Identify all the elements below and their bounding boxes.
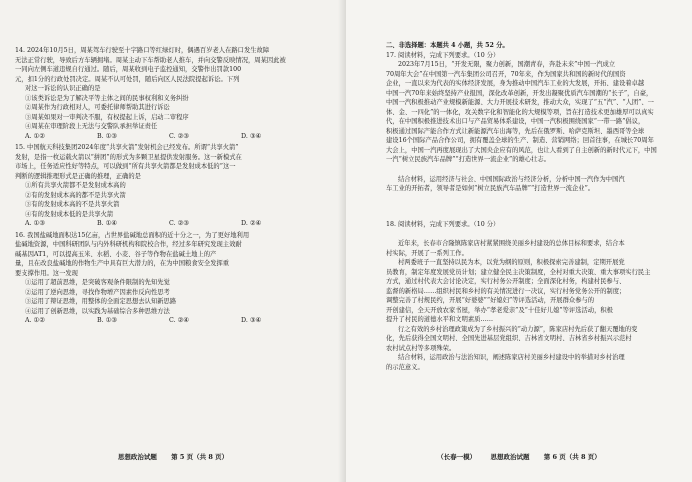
q18-title: 18. 阅读材料，完成下列要求。（10 分） [386, 220, 500, 228]
q17-question-line: 结合材料，运用经济与社会、中国国际政治与经济分析，分析中国一汽作为中国汽 [398, 175, 625, 183]
choice-d: D. ③④ [241, 317, 262, 324]
question-14 [15, 46, 340, 141]
choice-d: D. ③④ [241, 132, 262, 140]
q18-question-line: 的示范意义。 [386, 363, 424, 371]
q18-material-line: 行之有效的乡村治理政策成为了乡村振兴的“动力源”，陈家店村先后获了翻天覆地的变 [398, 325, 638, 333]
question-16 [15, 231, 340, 326]
q18-material-line: 村两委班子一直坚持以民为本，以党为纲的原则，积极探索完善建制，定期开展党 [398, 259, 625, 266]
choice-b: B. ①④ [97, 220, 117, 227]
q17-material-line: 企业，一直以来为代表的实体经济发展，身为推动中国汽车工业的大发展，开拓、建设着卓越 [386, 80, 645, 87]
q16-stem-line: 量，且在改良盐碱地的作物生产中具有巨大潜力的，在为中国粮食安全发挥重 [15, 260, 230, 267]
q15-stem-line: 发射，是指一枚运载火箭以“拼团”的形式为多颗卫星提供发射服务。这一新模式在 [15, 153, 242, 161]
q18-material-line: 员教育，制定年度发展党员计划；建立健全民主决策制度，全村对重大决策、重大事项实行民主 [386, 268, 651, 276]
q16-option-2: ②运用了逆向思维，寻找作物增产因素作反向性思考 [25, 288, 170, 296]
q14-option-3: ③周某如果对一审判决不服，有权提起上诉，启动二审程序 [25, 113, 189, 121]
q14-stem-line: 14. 2024年10月5日，周某驾车行驶至十字路口等红绿灯时，偶遇百岁老人在路口发生故障 [15, 47, 270, 54]
q18-material-line: 提升了村民的道德水平和文明素质…… [386, 316, 494, 323]
question-18 [386, 220, 682, 373]
footer-page-number: 第 6 页（共 8 页） [543, 452, 601, 461]
footer-exam-prefix: （长春一模） [437, 452, 477, 461]
q14-option-1: ①该类诉讼是为了解决平等主体之间的民事权利和义务纠纷 [25, 94, 189, 102]
q16-option-4: ④运用了创新思维，以实践为基础综合多种思维方法 [25, 307, 170, 315]
q15-stem-line: 市场上，任务适应性好等特点，可以做到“所有共享火箭都是发射成本低的”这一 [15, 163, 236, 170]
q17-material-line: 2023年7月15日，“开发无限，聚力创新，国潮青春，奔赴未来”中国一汽成立 [398, 61, 616, 68]
q15-option-4: ④有的发射成本低的是共享火箭 [25, 210, 114, 218]
right-page-footer [346, 453, 692, 463]
footer-page-number: 第 5 页（共 8 页） [171, 452, 229, 461]
q14-choices [15, 132, 340, 142]
q15-stem-line: 判断的逻辑推理形式是正确的推理，正确的是 [15, 172, 141, 180]
q16-choices [15, 316, 340, 326]
choice-b: B. ①③ [97, 132, 117, 140]
question-15 [15, 143, 340, 229]
q18-material-line: 村实际，开展了一系列工作。 [386, 249, 468, 257]
q17-material-line: 中国一汽积极推动产业规模新能源、大力开展技术研发，推动大众，实现了“五“汽”、“人团”、一 [386, 99, 654, 106]
question-17 [386, 51, 682, 194]
q17-question-line: 车工业的开拓者，领导者是如何“树立民族汽车品牌”“打造世界一流企业”。 [386, 185, 595, 192]
q15-option-1: ①所有共享火箭都不是发射成本高的 [25, 182, 126, 189]
q18-material-line: 监督的新格局……组织村民和乡村的有关情况进行一决议，实行村务党务公开的制度； [386, 287, 626, 295]
q16-option-1: ①运用了超前思维，是突破客观条件限制的先知先觉 [25, 279, 170, 286]
q17-material-line: 代，在中国积极推进技术出口与产品贸易体系建设，中国一汽积极围绕国家“一带一路”倡议， [386, 118, 645, 125]
q15-stem-line: 15. 中国航天科技集团2024年度“共享火箭”发射机会已经发布。所谓“共享火箭” [15, 144, 239, 151]
q14-option-2: ②周某作为行政相对人，可委托律师帮助其进行诉讼 [25, 104, 170, 111]
q15-option-2: ②有的发射成本高的都不是共享火箭 [25, 191, 126, 199]
q14-stem-line: 一同向左侧车道违规自行通过。随后，周某收到电子监控通知，交警作出罚款100 [15, 66, 242, 73]
q17-material-line: 一汽“树立民族汽车品牌”“打造世界一流企业”的雄心壮志。 [386, 156, 551, 163]
footer-subject: 思想政治试题 [490, 452, 530, 461]
choice-a: A. ①③ [25, 220, 45, 227]
left-page-footer [0, 453, 346, 463]
q17-material-line: 建设16个国际产品合作公司，拥有覆盖全球的生产、制造、营销网络；回首往事，在城长70周年 [386, 137, 654, 144]
q18-material-line: 农村试点村等多项殊荣。 [386, 344, 456, 352]
q18-material-line: 开创建信，全天开放农家书屋，举办“孝老爱亲”及“十佳好儿媳”等评选活动，积极 [386, 306, 613, 314]
q16-stem-line: 碱基因AT1，可以提高玉米、水稻、小麦、谷子等作物在盐碱土地上的产 [15, 250, 217, 258]
q15-option-3: ③有的发射成本高的不是共享火箭 [25, 201, 120, 208]
q18-material-line: 方式，通过村代表大会讨论决定，实行村务公开制度；全面深化村务，构建村民参与、 [386, 278, 626, 285]
section-title: 二、非选择题：本题共 4 小题，共 52 分。 [386, 42, 509, 49]
q18-material-line: 化，先后获得全国文明村、全国先进基层党组织、吉林省文明村、吉林省乡村振兴示范村 [386, 335, 632, 342]
choice-c: C. ②④ [169, 317, 189, 324]
q16-option-3: ③运用了辩证思维，用整体的全面定思想去认知新思路 [25, 298, 177, 305]
q16-stem-line: 盐碱地资源，中国科研团队与内外科研机构和院校合作，经过多年研究发现主效耐 [15, 241, 242, 248]
choice-a: A. ①② [25, 317, 45, 324]
choice-c: C. ②③ [169, 220, 189, 227]
q14-stem-line: 对这一诉讼的认识正确的是 [25, 85, 101, 92]
choice-c: C. ②③ [169, 132, 189, 140]
right-page [346, 0, 692, 482]
q17-material-line: 中国一汽70年来始终坚持产业报国，深化改革创新，开发出凝聚优质汽车国潮的“长子”，自豪， [386, 89, 653, 97]
q17-material-line: 体、金、一四化”的一体化，攻关数字化和智能化的大规模等项，旨在打造技术更加雄厚可以真实 [386, 108, 654, 116]
q18-question-line: 结合材料，运用政治与法治知识，阐述陈家店村美丽乡村建设中的举措对乡村治理 [398, 354, 625, 361]
choice-a: A. ①② [25, 132, 45, 140]
q14-stem-line: 元，扣1分的行政处罚决定。周某不认可处罚，随后向区人民法院提起诉讼。下列 [15, 75, 240, 83]
choice-b: B. ①③ [97, 317, 117, 324]
choice-d: D. ②④ [241, 220, 262, 227]
q14-stem-line: 无法正常行驶，导致后方车辆拥堵。周某主动下车帮助老人推车，并向交警反映情况，周某因此被 [15, 56, 286, 64]
q17-material-line: 大会上，中国一汽再度展现出了大国央企应有的风范，也让人看到了自主创新的新时代元下，中国 [386, 146, 657, 154]
q17-material-line: 积极通过国际产能合作方式让新能源汽车出海等，先后在俄罗斯、哈萨克斯坦、墨西哥等全球 [386, 127, 645, 135]
q14-option-4: ④周某在审理阶段上无法与交警队承担举证责任 [25, 123, 158, 130]
q18-material-line: 调整完善了村规民约，开展“好婆婆”“好媳妇”等评选活动，开展群众参与的 [386, 297, 595, 304]
q15-choices [15, 219, 340, 229]
q17-material-line: 70周年大会”在中国第一汽车集团公司召开，70年来，作为国家共和国的新时代的国资 [386, 70, 626, 78]
q17-title: 17. 阅读材料，完成下列要求。（10 分） [386, 51, 500, 59]
q16-stem-line: 要支撑作用。这一发现 [15, 269, 78, 277]
q16-stem-line: 16. 我国盐碱地面积达15亿亩，占世界盐碱地总面积的近十分之一，为了更好地利用 [15, 231, 250, 239]
footer-subject: 思想政治试题 [117, 452, 157, 461]
q18-material-line: 近年来，长春市合隆镇陈家店村紧紧围绕美丽乡村建设的总体目标和要求，结合本 [398, 240, 625, 247]
